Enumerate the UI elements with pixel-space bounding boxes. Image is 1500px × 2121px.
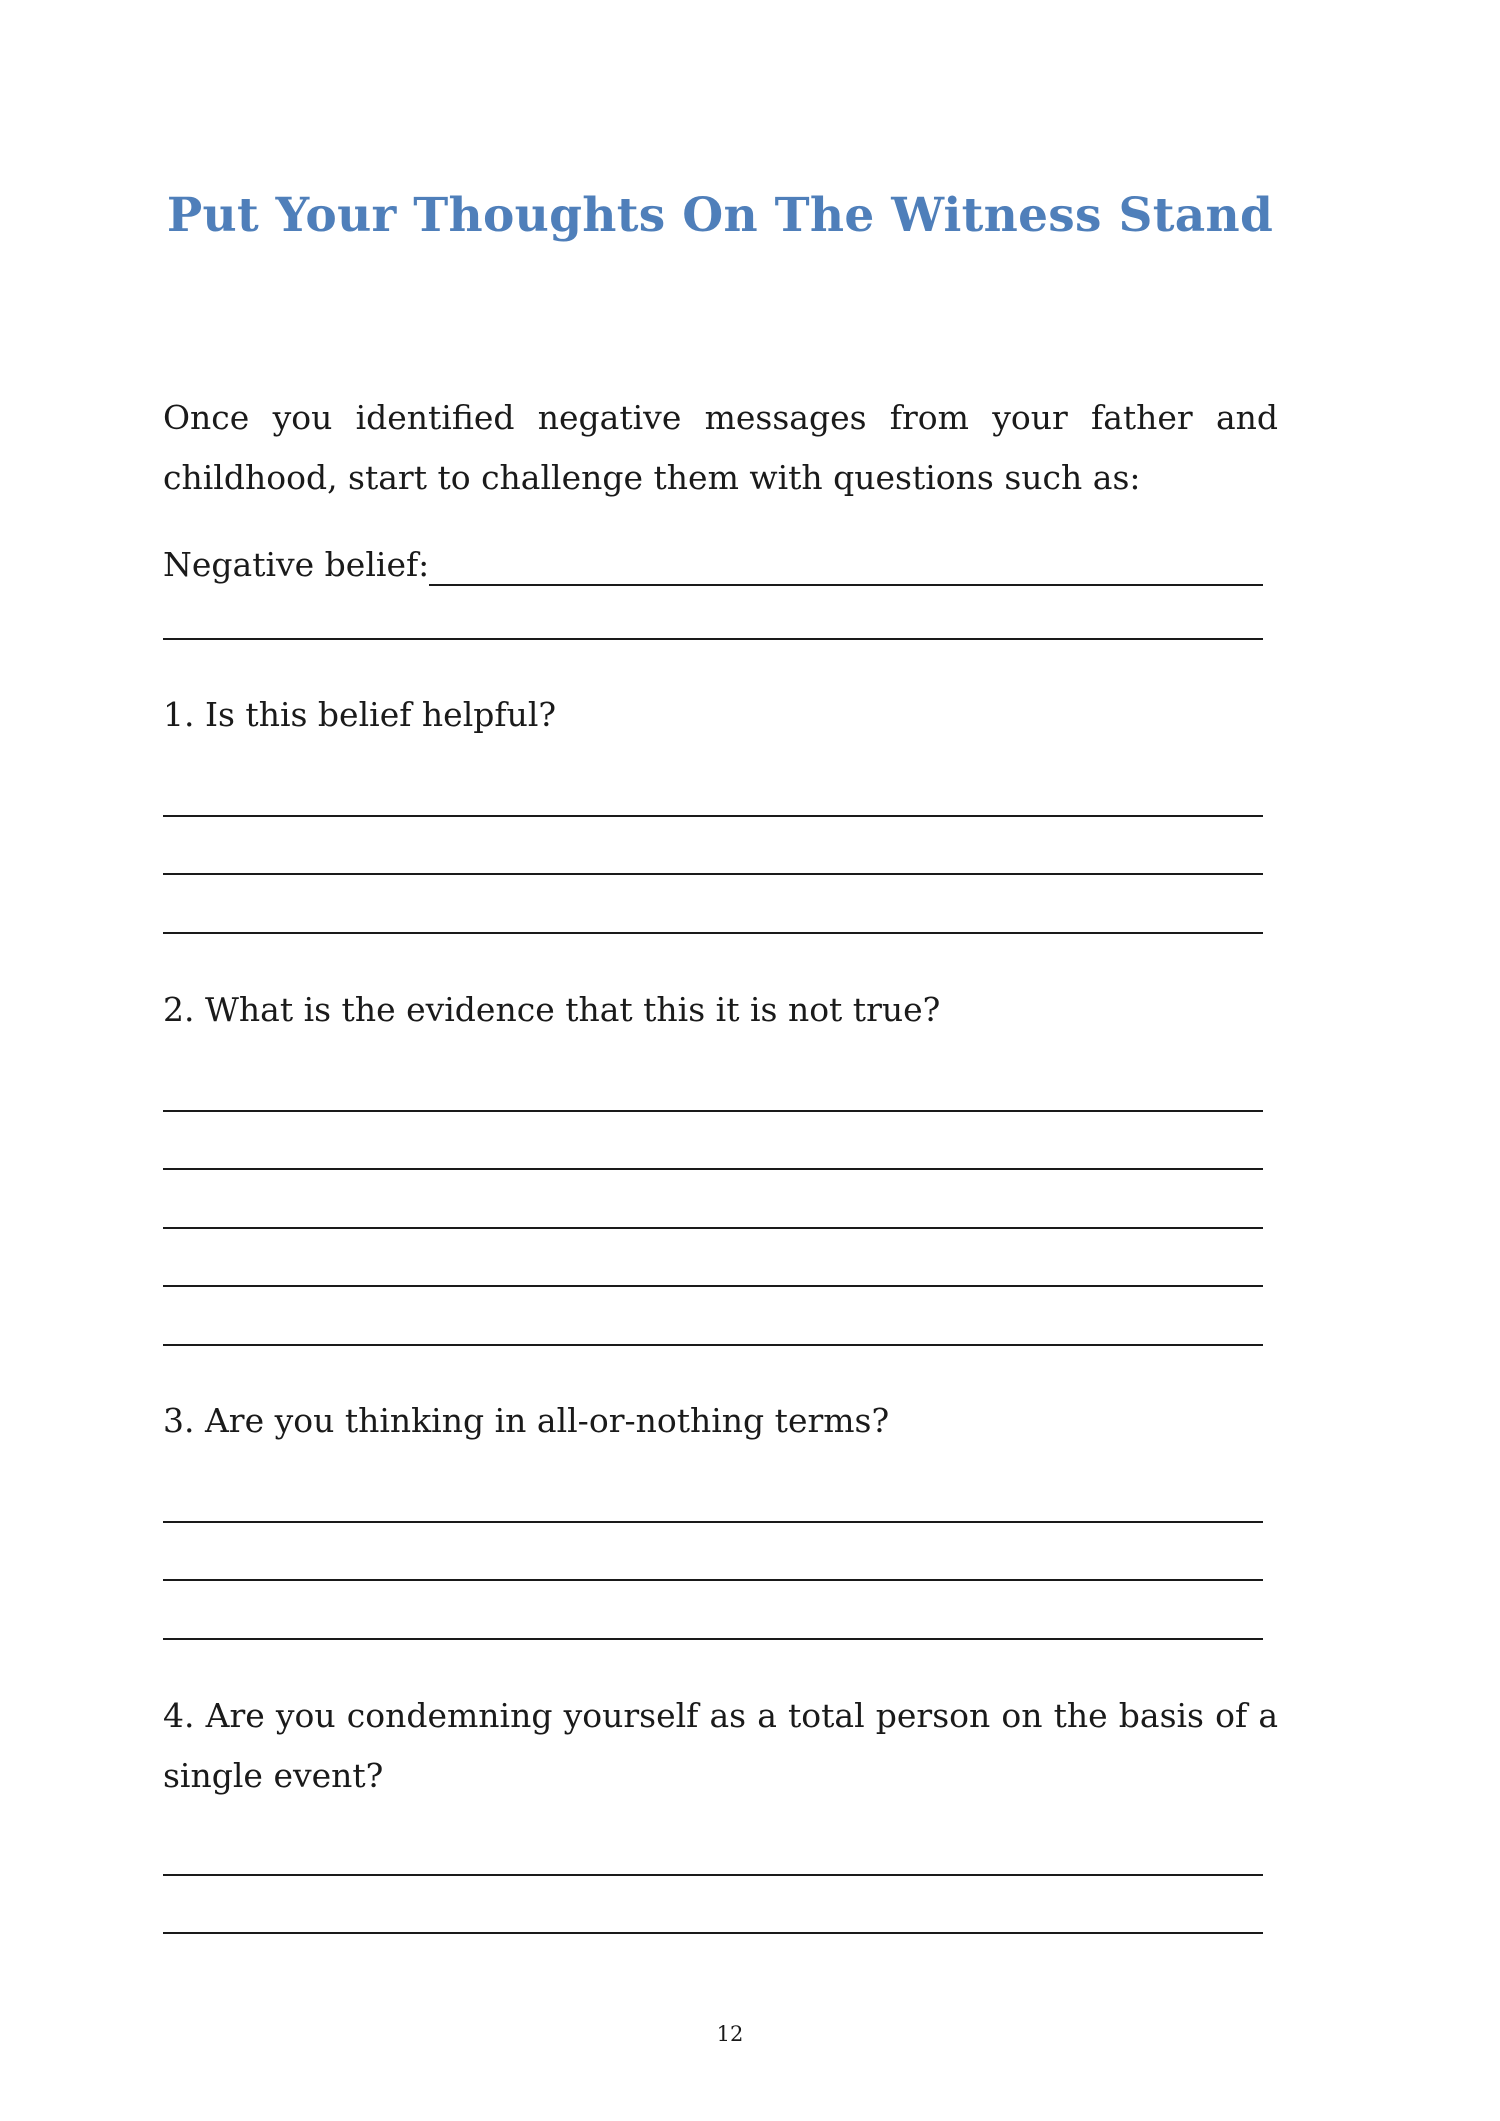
negative-belief-answer-line[interactable] — [429, 544, 1263, 586]
question-4: 4. Are you condemning yourself as a total person on the basis of a single event? — [163, 1696, 1278, 1795]
question-2-answer-line[interactable] — [163, 1110, 1263, 1112]
question-2: 2. What is the evidence that this it is not true? — [163, 990, 941, 1029]
page-title: Put Your Thoughts On The Witness Stand — [166, 188, 1274, 243]
question-2-answer-line[interactable] — [163, 1344, 1263, 1346]
page-number: 12 — [716, 2022, 744, 2046]
question-1-answer-line[interactable] — [163, 815, 1263, 817]
question-3: 3. Are you thinking in all-or-nothing terms? — [163, 1401, 890, 1440]
question-2-answer-line[interactable] — [163, 1168, 1263, 1170]
question-3-answer-line[interactable] — [163, 1638, 1263, 1640]
question-1: 1. Is this belief helpful? — [163, 695, 557, 734]
question-1-answer-line[interactable] — [163, 932, 1263, 934]
question-3-answer-line[interactable] — [163, 1521, 1263, 1523]
question-4-answer-line[interactable] — [163, 1932, 1263, 1934]
question-2-answer-line[interactable] — [163, 1285, 1263, 1287]
question-1-answer-line[interactable] — [163, 873, 1263, 875]
negative-belief-label: Negative belief: — [163, 545, 430, 584]
question-3-answer-line[interactable] — [163, 1579, 1263, 1581]
question-4-answer-line[interactable] — [163, 1874, 1263, 1876]
negative-belief-row — [163, 540, 1263, 590]
negative-belief-answer-line-2[interactable] — [163, 638, 1263, 640]
intro-paragraph: Once you identified negative messages from your father and childhood, start to challenge them with questions such as: — [163, 398, 1278, 497]
question-2-answer-line[interactable] — [163, 1227, 1263, 1229]
